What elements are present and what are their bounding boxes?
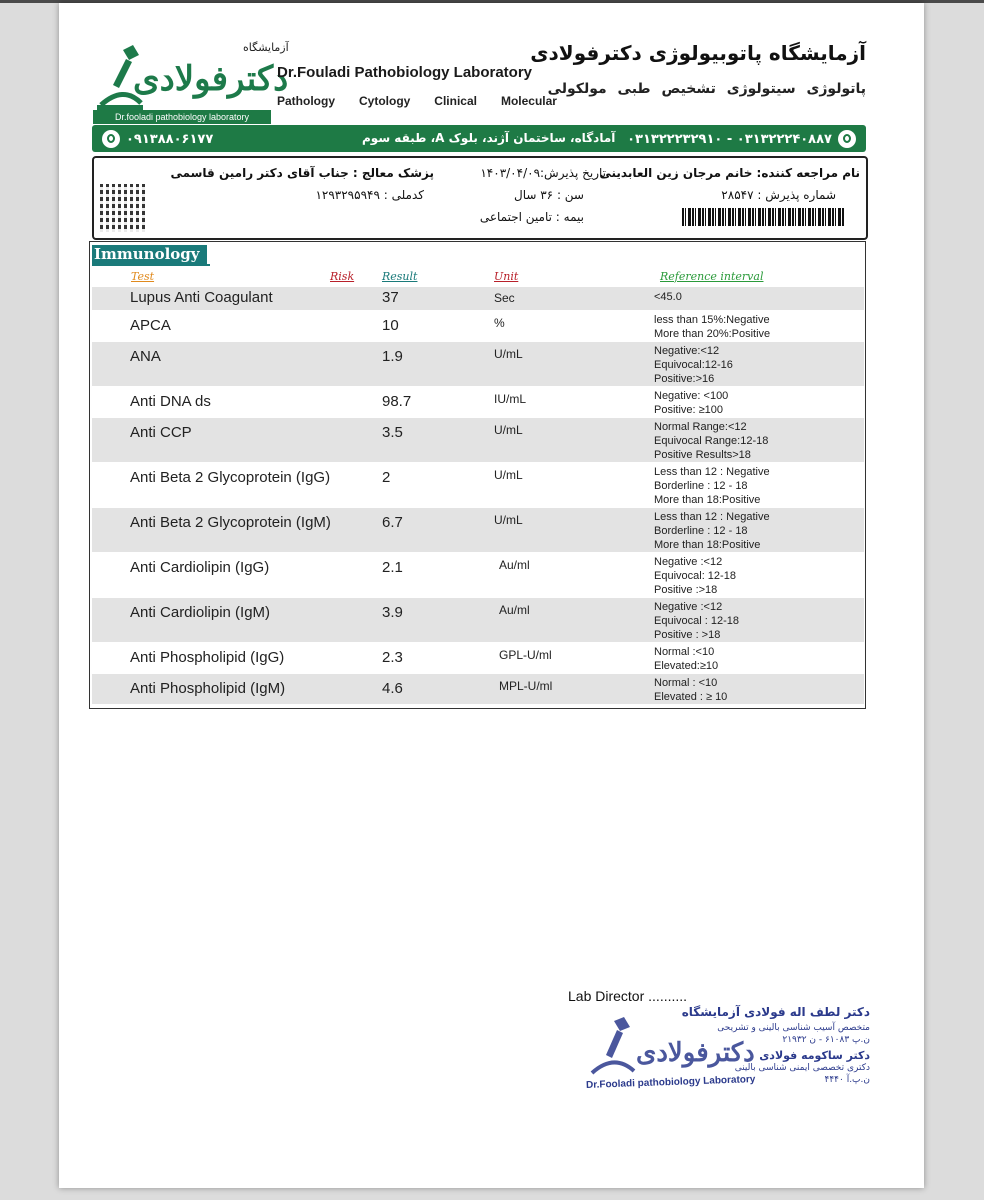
category-pathology: Pathology (277, 94, 336, 108)
test-result: 4.6 (382, 680, 403, 697)
ref-line: Negative:<12 (654, 345, 720, 357)
reference-interval (654, 420, 768, 462)
test-unit: MPL-U/ml (499, 679, 553, 693)
section-title: Immunology (92, 245, 207, 264)
test-unit: Au/ml (499, 603, 530, 617)
svg-text:دکترفولادی: دکترفولادی (636, 1038, 755, 1068)
table-row (92, 287, 864, 311)
test-result: 37 (382, 289, 399, 306)
test-result: 10 (382, 317, 399, 334)
header-unit: Unit (494, 270, 519, 283)
ref-line: Positive :>18 (654, 584, 718, 596)
reference-interval (654, 676, 727, 704)
category-clinical: Clinical (434, 94, 477, 108)
english-title: Dr.Fouladi Pathobiology Laboratory (277, 64, 533, 81)
test-name: Lupus Anti Coagulant (130, 289, 273, 306)
ref-line: Negative: <100 (654, 390, 729, 402)
test-name: Anti Cardiolipin (IgG) (130, 559, 270, 576)
test-unit: Au/ml (499, 558, 530, 572)
reference-interval (654, 465, 770, 507)
stamp-line-6: ن.پ.آ ۴۴۴۰ (824, 1075, 870, 1085)
header-result: Result (382, 270, 418, 283)
table-row (92, 508, 864, 553)
ref-line: <45.0 (654, 291, 682, 303)
national-code: کدملی : ۱۲۹۳۲۹۵۹۴۹ (315, 188, 424, 202)
ref-line: Negative :<12 (654, 601, 723, 613)
test-unit: % (494, 316, 505, 330)
logo-main-text: دکترفولادی (133, 59, 289, 99)
ref-line: Positive Results>18 (654, 449, 751, 461)
table-row (92, 674, 864, 705)
header-risk: Risk (330, 270, 355, 283)
reference-interval (654, 600, 739, 642)
test-result: 1.9 (382, 348, 403, 365)
test-unit: U/mL (494, 347, 523, 361)
address-text: آمادگاه، ساختمان آژند، بلوک A، طبقه سوم (362, 131, 616, 145)
patient-age: سن : ۳۶ سال (513, 188, 584, 202)
insurance: بیمه : تامین اجتماعی (479, 210, 584, 224)
reference-interval (654, 344, 733, 386)
table-row (92, 342, 864, 387)
header-test: Test (131, 270, 155, 283)
stamp-line-5: دکتری تخصصی ایمنی شناسی بالینی (734, 1063, 870, 1073)
table-row (92, 387, 864, 418)
reference-interval (654, 555, 736, 597)
test-result: 3.9 (382, 604, 403, 621)
table-row (92, 463, 864, 508)
report-page (59, 3, 924, 1188)
ref-line: Normal Range:<12 (654, 421, 747, 433)
ref-line: Less than 12 : Negative (654, 511, 770, 523)
lab-director-label: Lab Director .......... (568, 988, 688, 1004)
ref-line: Equivocal: 12-18 (654, 570, 736, 582)
director-stamp (584, 1003, 874, 1098)
whatsapp-icon (102, 130, 120, 148)
barcode (682, 208, 844, 226)
stamp-caption: Dr.Fooladi pathobiology Laboratory (585, 1074, 756, 1091)
test-result: 98.7 (382, 393, 412, 410)
ref-line: Positive:>16 (654, 373, 715, 385)
ref-line: Equivocal Range:12-18 (654, 435, 769, 447)
ref-line: Positive : >18 (654, 629, 721, 641)
reference-interval (654, 290, 682, 304)
test-unit: Sec (494, 291, 515, 305)
patient-info-box (92, 156, 868, 240)
ref-line: Normal :<10 (654, 646, 715, 658)
reference-interval (654, 313, 770, 341)
table-row (92, 598, 864, 643)
test-result: 2.1 (382, 559, 403, 576)
ref-line: less than 15%:Negative (654, 314, 770, 326)
patient-name: نام مراجعه کننده: خانم مرجان زین العابدینی (599, 166, 860, 180)
logo-small-text: آزمایشگاه (243, 41, 289, 54)
ref-line: Less than 12 : Negative (654, 466, 770, 478)
ref-line: Positive: ≥100 (654, 404, 724, 416)
test-result: 3.5 (382, 424, 403, 441)
table-row (92, 643, 864, 674)
category-molecular: Molecular (500, 94, 557, 108)
test-result: 2 (382, 469, 391, 486)
test-name: Anti DNA ds (130, 393, 211, 410)
contact-bar (92, 125, 866, 152)
stamp-line-4: دکتر ساکومه فولادی (759, 1049, 870, 1062)
reception-number: شماره پذیرش : ۲۸۵۴۷ (721, 188, 836, 202)
test-unit: U/mL (494, 513, 523, 527)
test-name: Anti Phospholipid (IgM) (130, 680, 286, 697)
qr-code-pattern (100, 184, 148, 232)
ref-line: Equivocal : 12-18 (654, 615, 739, 627)
section-underline (92, 264, 210, 266)
test-name: APCA (130, 317, 171, 334)
header-reference: Reference interval (660, 270, 764, 283)
test-name: Anti Cardiolipin (IgM) (130, 604, 271, 621)
test-result: 6.7 (382, 514, 403, 531)
test-unit: GPL-U/ml (499, 648, 552, 662)
stamp-line-3: ن.پ ۶۱۰۸۳ - ن ۲۱۹۳۲ (782, 1035, 870, 1045)
ref-line: Borderline : 12 - 18 (654, 525, 748, 537)
persian-title: آزمایشگاه پاتوبیولوژی دکترفولادی (530, 41, 866, 65)
test-name: Anti CCP (130, 424, 192, 441)
ref-line: More than 20%:Positive (654, 328, 771, 340)
test-unit: U/mL (494, 423, 523, 437)
results-rows (92, 287, 864, 705)
ref-line: Negative :<12 (654, 556, 723, 568)
test-name: ANA (130, 348, 161, 365)
stamp-microscope-icon (584, 1017, 755, 1077)
ref-line: Equivocal:12-16 (654, 359, 733, 371)
stamp-line-1: دکتر لطف اله فولادی آزمایشگاه (681, 1005, 870, 1019)
reference-interval (654, 389, 728, 417)
ref-line: Elevated:≥10 (654, 660, 719, 672)
english-categories (277, 94, 557, 108)
ref-line: Normal : <10 (654, 677, 718, 689)
table-row (92, 311, 864, 342)
test-unit: IU/mL (494, 392, 527, 406)
test-result: 2.3 (382, 649, 403, 666)
reference-interval (654, 510, 770, 552)
test-name: Anti Beta 2 Glycoprotein (IgG) (130, 469, 331, 486)
stamp-line-2: متخصص آسیب شناسی بالینی و تشریحی (717, 1023, 870, 1033)
reference-interval (654, 645, 718, 673)
phone-numbers: ۰۳۱۳۲۲۲۳۲۹۱۰ - ۰۳۱۳۲۲۲۴۰۸۸۷ (627, 131, 832, 147)
phone-contact (627, 130, 856, 148)
test-unit: U/mL (494, 468, 523, 482)
reception-date: تاریخ پذیرش:۱۴۰۳/۰۴/۰۹ (480, 166, 606, 180)
table-row (92, 418, 864, 463)
persian-categories: پاتولوژی سیتولوژی تشخیص طبی مولکولی (547, 81, 866, 97)
category-cytology: Cytology (358, 94, 411, 108)
test-name: Anti Beta 2 Glycoprotein (IgM) (130, 514, 331, 531)
phone-icon (838, 130, 856, 148)
ref-line: Borderline : 12 - 18 (654, 480, 748, 492)
test-name: Anti Phospholipid (IgG) (130, 649, 285, 666)
immunology-results (89, 241, 866, 709)
ref-line: More than 18:Positive (654, 494, 761, 506)
logo-caption: Dr.fooladi pathobiology laboratory (93, 110, 271, 124)
table-row (92, 553, 864, 598)
whatsapp-contact (102, 130, 213, 148)
ref-line: Elevated : ≥ 10 (654, 691, 728, 703)
doctor-name: پزشک معالج : جناب آقای دکتر رامین قاسمی (170, 166, 434, 180)
whatsapp-number: ۰۹۱۳۸۸۰۶۱۷۷ (126, 131, 214, 147)
ref-line: More than 18:Positive (654, 539, 761, 551)
